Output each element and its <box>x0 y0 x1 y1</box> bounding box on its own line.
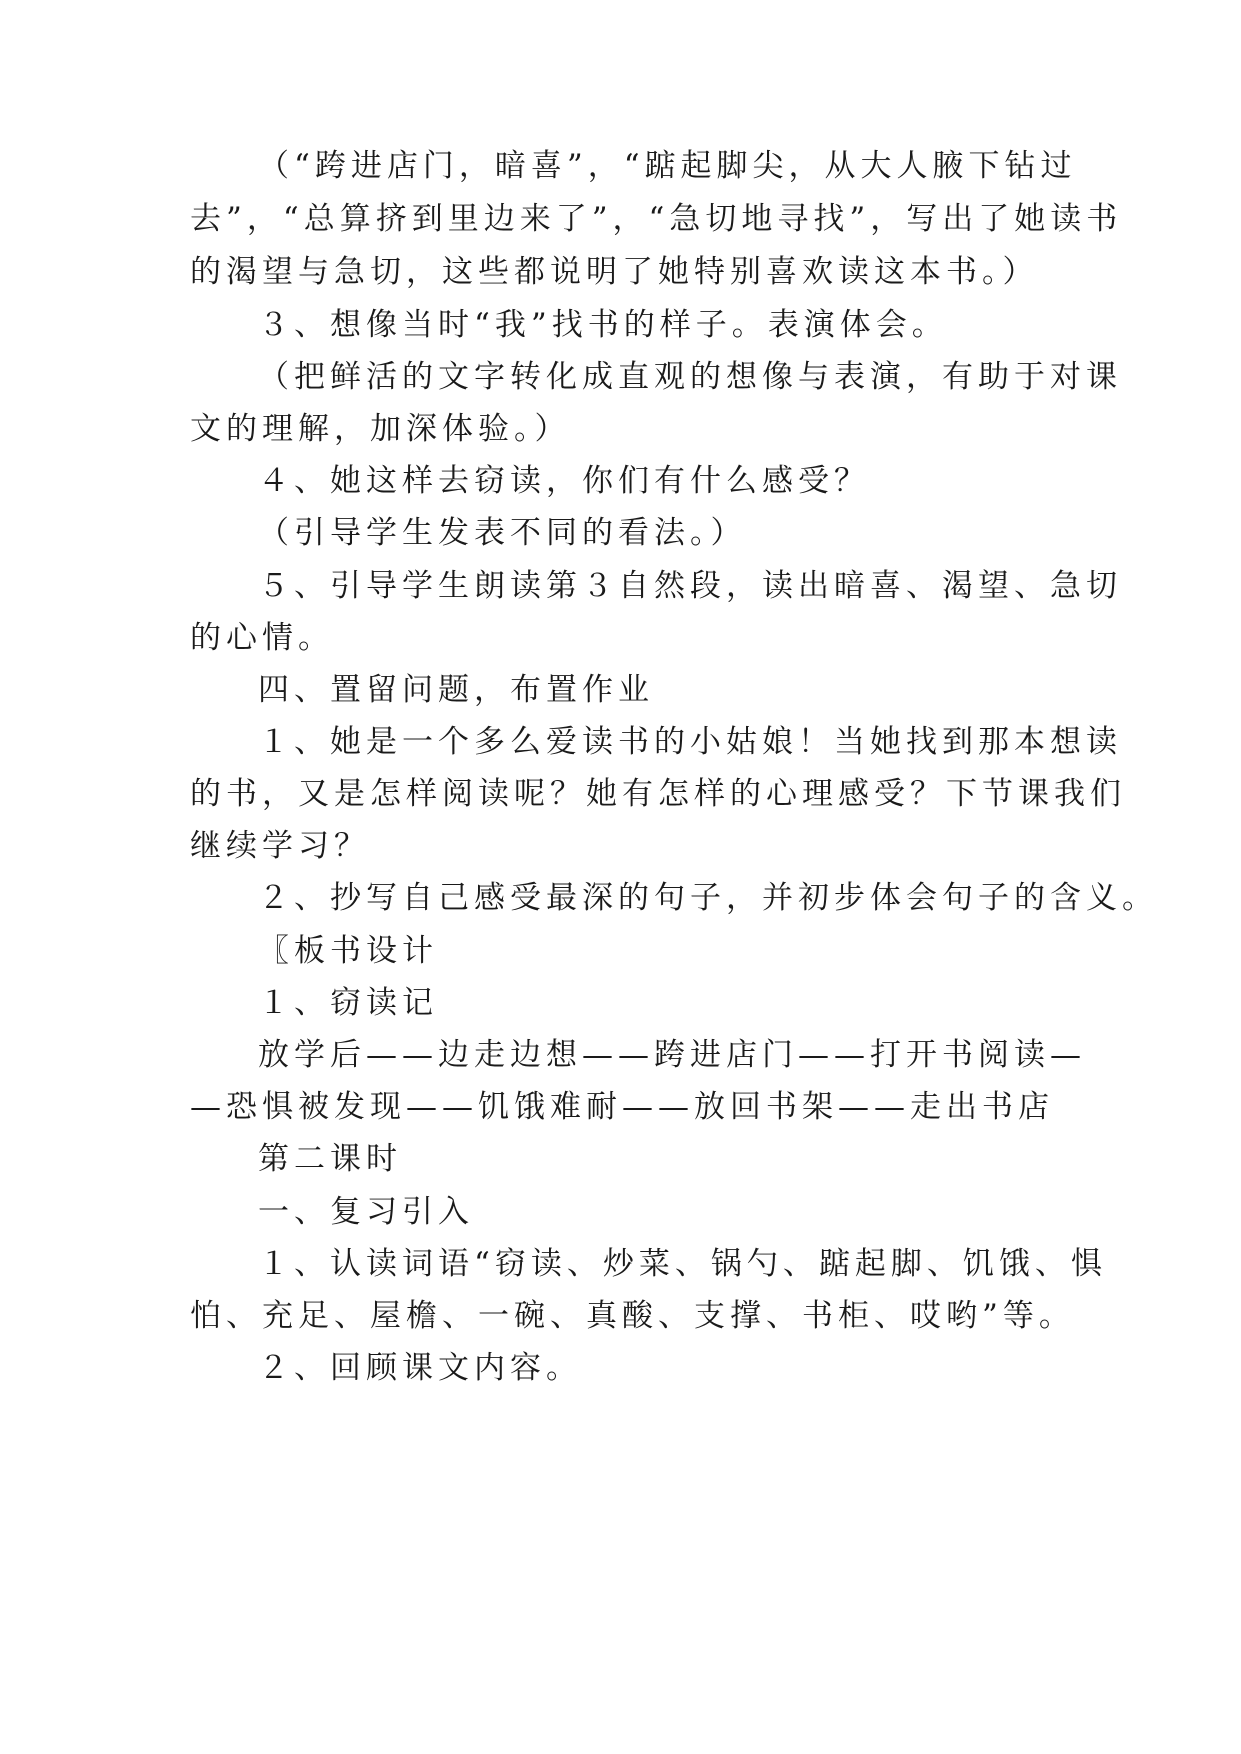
paragraph-line: ５、引导学生朗读第３自然段，读出暗喜、渴望、急切 <box>258 568 1122 604</box>
paragraph-line: １、她是一个多么爱读书的小姑娘！当她找到那本想读 <box>258 724 1122 760</box>
paragraph-line: （引导学生发表不同的看法。） <box>258 515 747 551</box>
paragraph-line: 放学后——边走边想——跨进店门——打开书阅读— <box>258 1037 1086 1073</box>
paragraph-line: ２、回顾课文内容。 <box>258 1350 582 1386</box>
paragraph-line: 的书，又是怎样阅读呢？她有怎样的心理感受？下节课我们 <box>190 776 1126 812</box>
paragraph-line: ４、她这样去窃读，你们有什么感受？ <box>258 463 870 499</box>
section-heading: 第二课时 <box>258 1141 402 1177</box>
paragraph-line: 文的理解，加深体验。） <box>190 411 571 447</box>
paragraph-line: 怕、充足、屋檐、一碗、真酸、支撑、书柜、哎哟”等。 <box>190 1298 1075 1334</box>
paragraph-line: １、认读词语“窃读、炒菜、锅勺、踮起脚、饥饿、惧 <box>258 1246 1107 1282</box>
paragraph-line: 的渴望与急切，这些都说明了她特别喜欢读这本书。） <box>190 254 1039 290</box>
paragraph-line: （“跨进店门，暗喜”，“踮起脚尖，从大人腋下钻过 <box>258 148 1077 184</box>
paragraph-line: 去”，“总算挤到里边来了”，“急切地寻找”，写出了她读书 <box>190 201 1123 237</box>
section-heading: 〖板书设计 <box>258 933 438 969</box>
paragraph-line: —恐惧被发现——饥饿难耐——放回书架——走出书店 <box>190 1089 1054 1125</box>
paragraph-line: １、窃读记 <box>258 985 438 1021</box>
paragraph-line: （把鲜活的文字转化成直观的想像与表演，有助于对课 <box>258 359 1122 395</box>
section-heading: 一、复习引入 <box>258 1194 474 1230</box>
paragraph-line: ３、想像当时“我”找书的样子。表演体会。 <box>258 307 948 343</box>
paragraph-line: 继续学习？ <box>190 828 370 864</box>
paragraph-line: 的心情。 <box>190 620 334 656</box>
section-heading: 四、置留问题，布置作业 <box>258 672 654 708</box>
paragraph-line: ２、抄写自己感受最深的句子，并初步体会句子的含义。 <box>258 880 1158 916</box>
